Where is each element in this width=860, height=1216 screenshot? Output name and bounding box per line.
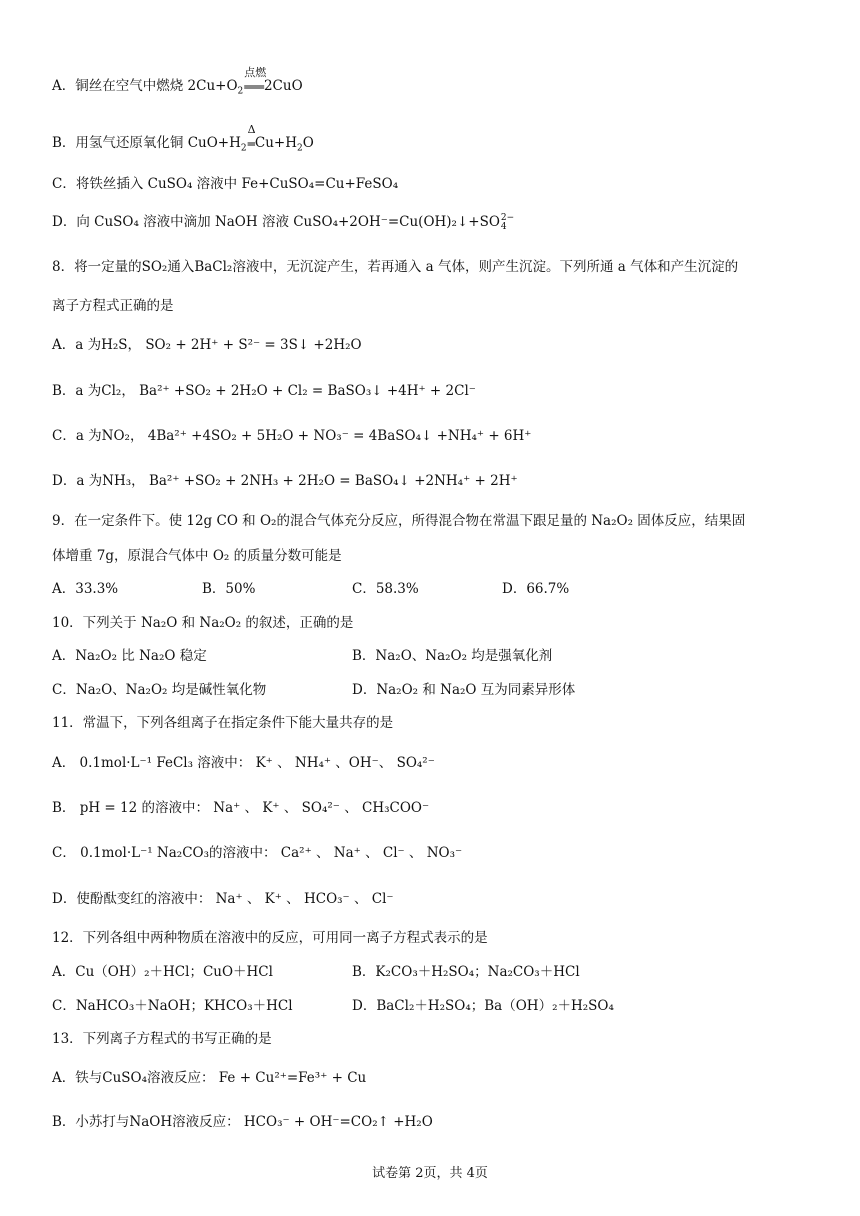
q8-option-a: A．a 为H₂S， SO₂ + 2H⁺ + S²⁻ = 3S↓ +2H₂O [52,337,362,353]
q7-option-d: D．向 CuSO₄ 溶液中滴加 NaOH 溶液 CuSO₄+2OH⁻=Cu(OH)₂↓+SO2− 4 [52,212,515,232]
q9-option-b: B．50% [202,581,256,597]
q8-option-b: B．a 为Cl₂， Ba²⁺ +SO₂ + 2H₂O + Cl₂ = BaSO₃↓ +4H⁺ + 2Cl⁻ [52,383,476,399]
q7-option-a-label: A．铜丝在空气中燃烧 2Cu+O [52,78,238,94]
q9-stem-line2: 体增重 7g，原混合气体中 O₂ 的质量分数可能是 [52,548,342,564]
q13-option-a: A．铁与CuSO₄溶液反应： Fe + Cu²⁺=Fe³⁺ + Cu [52,1070,367,1086]
q12-option-b: B．K₂CO₃＋H₂SO₄；Na₂CO₃＋HCl [352,964,580,980]
q12-option-a: A．Cu（OH）₂＋HCl；CuO＋HCl [52,964,273,980]
q8-option-d: D．a 为NH₃， Ba²⁺ +SO₂ + 2NH₃ + 2H₂O = BaSO₄↓ +2NH₄⁺ + 2H⁺ [52,473,518,489]
q12-option-c: C．NaHCO₃＋NaOH；KHCO₃＋HCl [52,998,293,1014]
q11-stem: 11．常温下，下列各组离子在指定条件下能大量共存的是 [52,715,394,731]
q12-stem: 12．下列各组中两种物质在溶液中的反应，可用同一离子方程式表示的是 [52,930,488,946]
q11-option-d: D．使酚酞变红的溶液中： Na⁺ 、 K⁺ 、 HCO₃⁻ 、 Cl⁻ [52,891,394,907]
q9-option-a: A．33.3% [52,581,119,597]
q10-option-b: B．Na₂O、Na₂O₂ 均是强氧化剂 [352,648,553,664]
q7-option-b-label: B．用氢气还原氧化铜 CuO+H [52,135,241,151]
q7-option-b: B．用氢气还原氧化铜 $CuO+H_2$ Δ ═ $Cu+H_2O$ [52,122,314,154]
q11-option-b: B． pH = 12 的溶液中： Na⁺ 、 K⁺ 、 SO₄²⁻ 、 CH₃COO⁻ [52,800,430,816]
q12-option-d: D．BaCl₂＋H₂SO₄；Ba（OH）₂＋H₂SO₄ [352,998,614,1014]
q13-stem: 13．下列离子方程式的书写正确的是 [52,1031,272,1047]
q11-option-a: A． 0.1mol·L⁻¹ FeCl₃ 溶液中： K⁺ 、 NH₄⁺ 、OH⁻、 SO₄²⁻ [52,755,435,771]
q11-option-c: C． 0.1mol·L⁻¹ Na₂CO₃的溶液中： Ca²⁺ 、 Na⁺ 、 Cl⁻ 、 NO₃⁻ [52,845,463,861]
q10-option-d: D．Na₂O₂ 和 Na₂O 互为同素异形体 [352,682,576,698]
q10-stem: 10．下列关于 Na₂O 和 Na₂O₂ 的叙述，正确的是 [52,615,354,631]
q7-option-d-text: D．向 CuSO₄ 溶液中滴加 NaOH 溶液 CuSO₄+2OH⁻=Cu(OH)₂↓+SO [52,214,500,230]
q8-stem-line2: 离子方程式正确的是 [52,298,174,314]
q7-option-c: C．将铁丝插入 CuSO₄ 溶液中 Fe+CuSO₄=Cu+FeSO₄ [52,176,399,192]
q9-stem-line1: 9．在一定条件下。使 12g CO 和 O₂的混合气体充分反应，所得混合物在常温下跟足量的 Na₂O₂ 固体反应，结果固 [52,513,746,529]
q13-option-b: B．小苏打与NaOH溶液反应： HCO₃⁻ + OH⁻=CO₂↑ +H₂O [52,1114,433,1130]
reaction-condition: Δ ═ [247,122,256,151]
q9-option-d: D．66.7% [502,581,570,597]
reaction-condition: 点燃 ═══ [244,65,267,94]
q7-option-b-rest: Cu+H [254,135,297,151]
q10-option-c: C．Na₂O、Na₂O₂ 均是碱性氧化物 [52,682,267,698]
q9-option-c: C．58.3% [352,581,419,597]
q8-stem-line1: 8．将一定量的SO₂通入BaCl₂溶液中，无沉淀产生，若再通入 a 气体，则产生沉淀。下列所通 a 气体和产生沉淀的 [52,259,739,275]
q10-option-a: A．Na₂O₂ 比 Na₂O 稳定 [52,648,207,664]
page-footer: 试卷第 2页，共 4页 [372,1166,488,1181]
q7-option-a: A．铜丝在空气中燃烧 $2Cu+O_2$ 点燃 ═══ 2CuO [52,65,303,97]
q7-option-a-rest: 2CuO [263,78,303,94]
q8-option-c: C．a 为NO₂， 4Ba²⁺ +4SO₂ + 5H₂O + NO₃⁻ = 4BaSO₄↓ +NH₄⁺ + 6H⁺ [52,428,532,444]
